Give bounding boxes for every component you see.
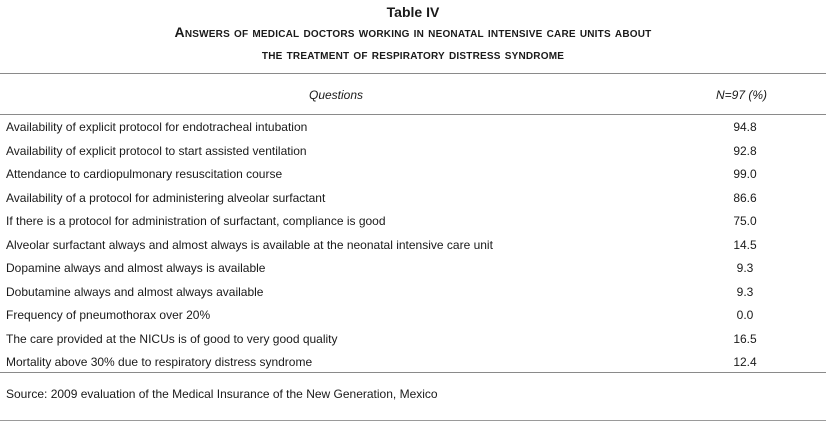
row-question: If there is a protocol for administration of surfactant, compliance is good [6, 214, 386, 228]
column-header-n: N=97 (%) [716, 88, 768, 102]
row-question: Alveolar surfactant always and almost always is available at the neonatal intensive care unit [6, 237, 493, 252]
row-question: Availability of a protocol for administering alveolar surfactant [6, 190, 326, 205]
table-source-note: Source: 2009 evaluation of the Medical Insurance of the New Generation, Mexico [6, 387, 438, 401]
table-row [0, 351, 826, 375]
table-top-rule [0, 73, 826, 74]
table-row [0, 140, 826, 164]
table-row [0, 328, 826, 352]
row-value: 92.8 [733, 143, 757, 158]
row-question: The care provided at the NICUs is of good to very good quality [6, 331, 338, 346]
row-value: 75.0 [733, 214, 757, 228]
row-question: Dobutamine always and almost always available [6, 284, 264, 299]
table-label: Table IV [386, 4, 440, 20]
row-question: Availability of explicit protocol to start assisted ventilation [6, 143, 307, 158]
row-value: 9.3 [736, 261, 754, 275]
table-row [0, 163, 826, 187]
row-question: Frequency of pneumothorax over 20% [6, 308, 211, 322]
row-value: 86.6 [733, 190, 757, 205]
table-title-line-1: Answers of medical doctors working in neonatal intensive care units about [174, 24, 652, 40]
row-question: Attendance to cardiopulmonary resuscitation course [6, 167, 283, 181]
table-row [0, 257, 826, 281]
row-question: Mortality above 30% due to respiratory distress syndrome [6, 355, 313, 369]
table-row [0, 281, 826, 305]
row-value: 99.0 [733, 167, 757, 181]
row-value: 14.5 [733, 237, 757, 252]
table-body [0, 116, 826, 375]
table-row [0, 116, 826, 140]
row-value: 16.5 [733, 331, 757, 346]
table-row [0, 234, 826, 258]
table-row [0, 210, 826, 234]
column-header-questions: Questions [309, 88, 364, 102]
table-row [0, 187, 826, 211]
row-value: 94.8 [733, 120, 757, 134]
header-rule [0, 114, 826, 115]
page-end-rule [0, 420, 826, 421]
table-title-line-2: the treatment of respiratory distress syndrome [261, 46, 565, 62]
row-question: Dopamine always and almost always is available [6, 261, 266, 275]
row-value: 12.4 [733, 355, 757, 369]
row-question: Availability of explicit protocol for endotracheal intubation [6, 120, 308, 134]
row-value: 0.0 [736, 308, 754, 322]
table-bottom-rule [0, 372, 826, 373]
row-value: 9.3 [736, 284, 754, 299]
table-row [0, 304, 826, 328]
